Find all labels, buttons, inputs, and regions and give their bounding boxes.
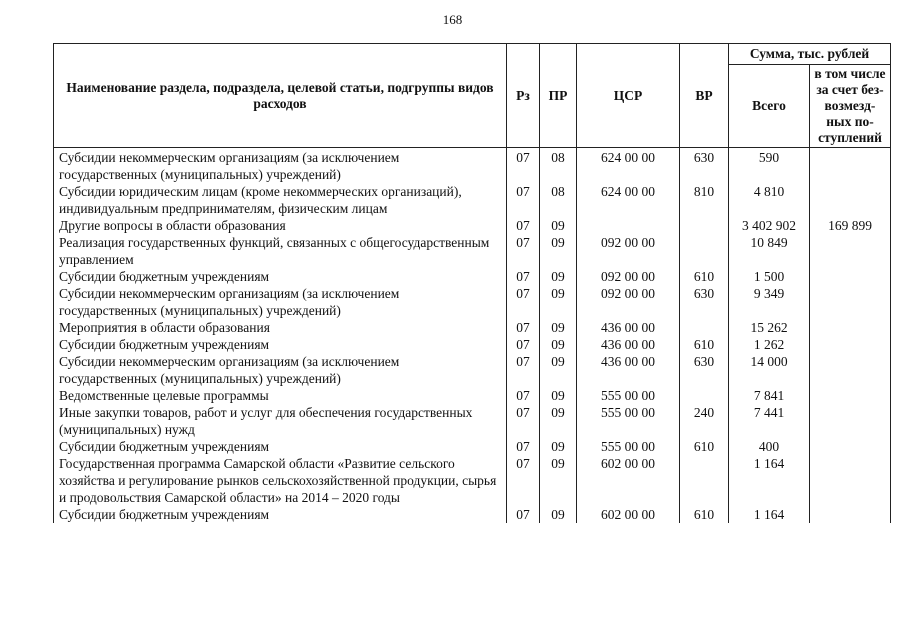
cell-total: 7 441 — [729, 404, 810, 438]
table-row — [54, 285, 891, 319]
cell-csr: 555 00 00 — [577, 438, 680, 455]
cell-pr: 09 — [540, 438, 577, 455]
cell-total: 1 164 — [729, 455, 810, 506]
cell-free — [810, 268, 891, 285]
cell-pr: 09 — [540, 506, 577, 523]
cell-total: 400 — [729, 438, 810, 455]
cell-pr: 09 — [540, 387, 577, 404]
cell-rz: 07 — [507, 404, 540, 438]
cell-csr: 436 00 00 — [577, 336, 680, 353]
cell-total: 1 262 — [729, 336, 810, 353]
cell-pr: 09 — [540, 455, 577, 506]
cell-rz: 07 — [507, 506, 540, 523]
cell-rz: 07 — [507, 455, 540, 506]
table-row — [54, 438, 891, 455]
cell-free — [810, 438, 891, 455]
cell-pr: 09 — [540, 285, 577, 319]
cell-vr: 630 — [680, 285, 729, 319]
table-row — [54, 234, 891, 268]
cell-rz: 07 — [507, 234, 540, 268]
cell-rz: 07 — [507, 268, 540, 285]
table-row — [54, 268, 891, 285]
table-row — [54, 217, 891, 234]
header-csr: ЦСР — [577, 44, 680, 148]
cell-name: Мероприятия в области образования — [54, 319, 507, 336]
table-header — [54, 44, 891, 148]
cell-free — [810, 234, 891, 268]
cell-free — [810, 387, 891, 404]
cell-free — [810, 319, 891, 336]
header-total: Всего — [729, 65, 810, 148]
cell-pr: 09 — [540, 404, 577, 438]
cell-name: Другие вопросы в области образования — [54, 217, 507, 234]
cell-vr: 610 — [680, 268, 729, 285]
table-body — [54, 148, 891, 524]
cell-total: 4 810 — [729, 183, 810, 217]
cell-name: Субсидии бюджетным учреждениям — [54, 268, 507, 285]
cell-vr: 630 — [680, 353, 729, 387]
cell-pr: 09 — [540, 353, 577, 387]
header-free: в том числе за счет без-возмезд-ных по-ступлений — [810, 65, 891, 148]
table-row — [54, 455, 891, 506]
cell-name: Субсидии юридическим лицам (кроме некоммерческих организаций), индивидуальным предпринимателям, физическим лицам — [54, 183, 507, 217]
header-name: Наименование раздела, подраздела, целевой статьи, подгруппы видов расходов — [54, 44, 507, 148]
cell-vr — [680, 319, 729, 336]
table-row — [54, 506, 891, 523]
cell-vr — [680, 387, 729, 404]
cell-total: 9 349 — [729, 285, 810, 319]
cell-total: 590 — [729, 148, 810, 184]
budget-table — [53, 43, 891, 523]
cell-csr: 555 00 00 — [577, 387, 680, 404]
cell-rz: 07 — [507, 353, 540, 387]
cell-vr — [680, 234, 729, 268]
table-row — [54, 319, 891, 336]
cell-name: Государственная программа Самарской области «Развитие сельского хозяйства и регулирование рынков сельскохозяйственной продукции, сырья и продовольствия Самарской области» на 2014 – 2020 годы — [54, 455, 507, 506]
cell-free — [810, 183, 891, 217]
cell-free — [810, 404, 891, 438]
cell-pr: 09 — [540, 217, 577, 234]
cell-name: Субсидии некоммерческим организациям (за исключением государственных (муниципальных) учреждений) — [54, 353, 507, 387]
cell-free — [810, 285, 891, 319]
cell-pr: 08 — [540, 148, 577, 184]
cell-rz: 07 — [507, 148, 540, 184]
cell-name: Субсидии бюджетным учреждениям — [54, 336, 507, 353]
cell-free — [810, 506, 891, 523]
cell-free — [810, 353, 891, 387]
cell-total: 15 262 — [729, 319, 810, 336]
table-row — [54, 336, 891, 353]
cell-rz: 07 — [507, 438, 540, 455]
cell-rz: 07 — [507, 336, 540, 353]
cell-free — [810, 455, 891, 506]
page-number: 168 — [442, 12, 463, 27]
cell-total: 10 849 — [729, 234, 810, 268]
cell-name: Субсидии бюджетным учреждениям — [54, 506, 507, 523]
cell-rz: 07 — [507, 217, 540, 234]
header-row — [54, 44, 891, 65]
cell-vr: 810 — [680, 183, 729, 217]
cell-csr: 092 00 00 — [577, 285, 680, 319]
cell-csr: 602 00 00 — [577, 506, 680, 523]
header-rz: Рз — [507, 44, 540, 148]
cell-total: 14 000 — [729, 353, 810, 387]
cell-name: Субсидии некоммерческим организациям (за исключением государственных (муниципальных) учреждений) — [54, 285, 507, 319]
cell-total: 1 500 — [729, 268, 810, 285]
header-sum: Сумма, тыс. рублей — [729, 44, 891, 65]
cell-total: 3 402 902 — [729, 217, 810, 234]
cell-total: 7 841 — [729, 387, 810, 404]
cell-vr — [680, 217, 729, 234]
cell-name: Ведомственные целевые программы — [54, 387, 507, 404]
table-row — [54, 148, 891, 184]
cell-free: 169 899 — [810, 217, 891, 234]
cell-rz: 07 — [507, 285, 540, 319]
cell-name: Реализация государственных функций, связанных с общегосударственным управлением — [54, 234, 507, 268]
cell-vr: 630 — [680, 148, 729, 184]
header-vr: ВР — [680, 44, 729, 148]
header-pr: ПР — [540, 44, 577, 148]
table-row — [54, 183, 891, 217]
cell-csr — [577, 217, 680, 234]
cell-pr: 09 — [540, 268, 577, 285]
cell-rz: 07 — [507, 183, 540, 217]
table-row — [54, 353, 891, 387]
cell-vr: 610 — [680, 438, 729, 455]
cell-csr: 624 00 00 — [577, 183, 680, 217]
cell-rz: 07 — [507, 387, 540, 404]
cell-free — [810, 336, 891, 353]
table-row — [54, 404, 891, 438]
cell-pr: 08 — [540, 183, 577, 217]
cell-name: Субсидии некоммерческим организациям (за исключением государственных (муниципальных) учреждений) — [54, 148, 507, 184]
cell-csr: 602 00 00 — [577, 455, 680, 506]
cell-csr: 092 00 00 — [577, 234, 680, 268]
cell-csr: 555 00 00 — [577, 404, 680, 438]
cell-rz: 07 — [507, 319, 540, 336]
cell-vr — [680, 455, 729, 506]
cell-vr: 610 — [680, 506, 729, 523]
cell-free — [810, 148, 891, 184]
cell-name: Иные закупки товаров, работ и услуг для обеспечения государственных (муниципальных) нужд — [54, 404, 507, 438]
cell-total: 1 164 — [729, 506, 810, 523]
cell-pr: 09 — [540, 336, 577, 353]
cell-csr: 436 00 00 — [577, 319, 680, 336]
cell-vr: 610 — [680, 336, 729, 353]
cell-csr: 092 00 00 — [577, 268, 680, 285]
cell-pr: 09 — [540, 234, 577, 268]
table-row — [54, 387, 891, 404]
cell-csr: 436 00 00 — [577, 353, 680, 387]
cell-vr: 240 — [680, 404, 729, 438]
cell-pr: 09 — [540, 319, 577, 336]
cell-name: Субсидии бюджетным учреждениям — [54, 438, 507, 455]
cell-csr: 624 00 00 — [577, 148, 680, 184]
